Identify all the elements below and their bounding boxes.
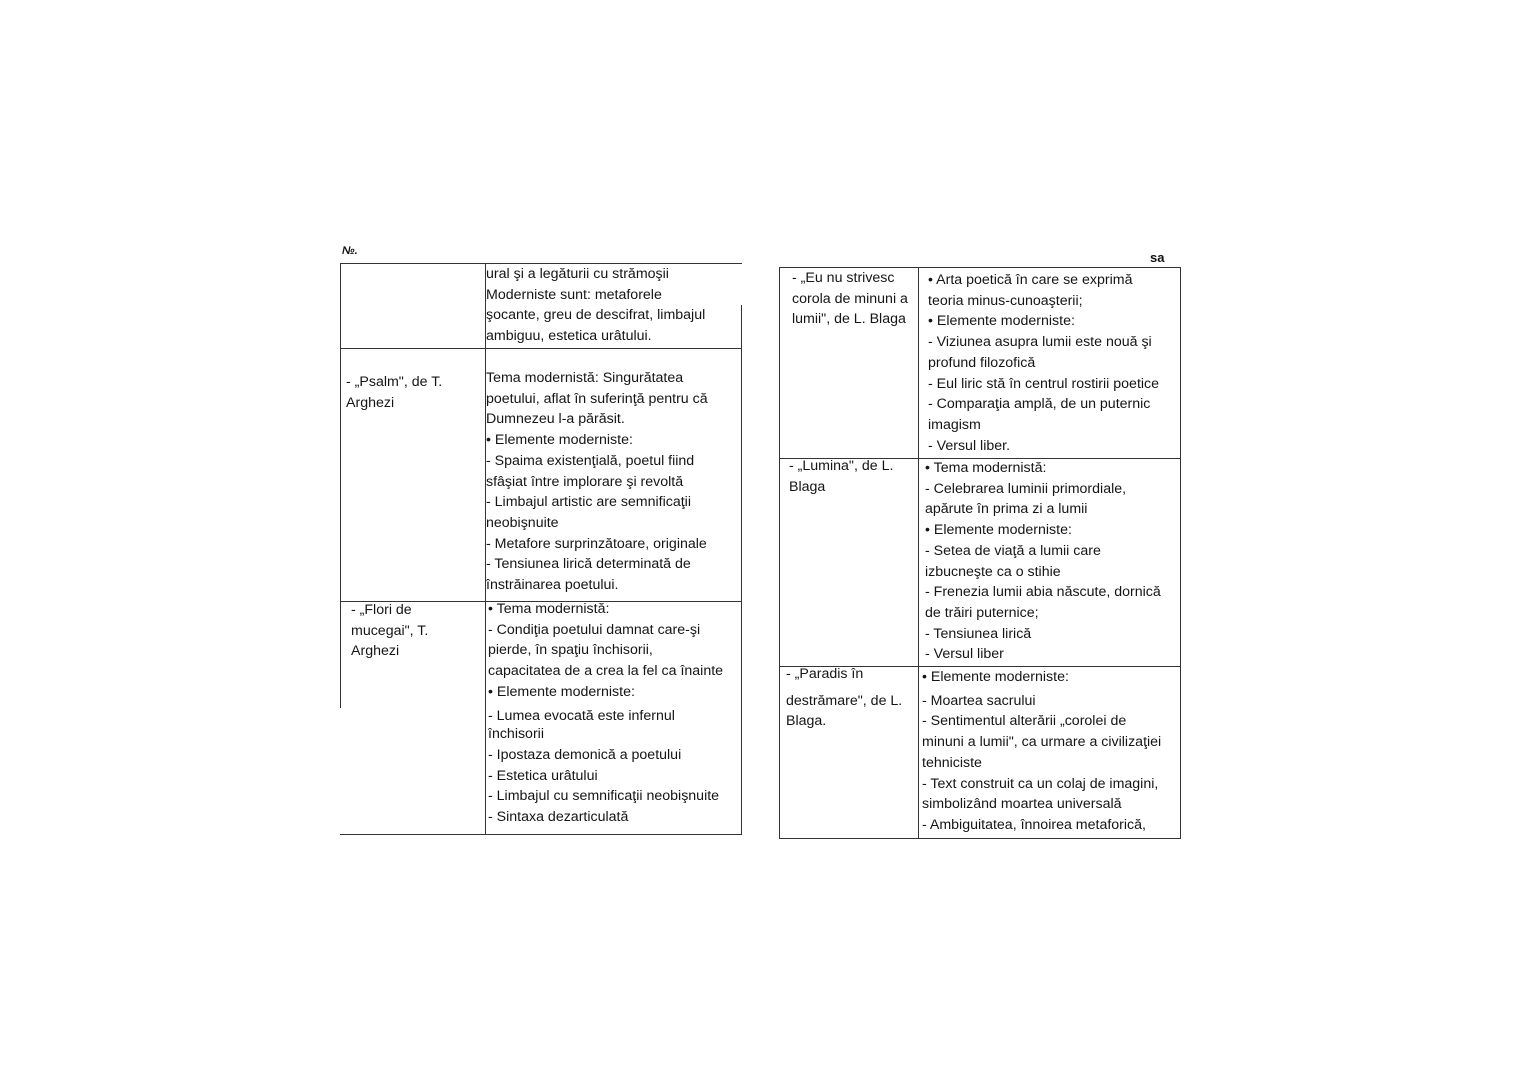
right-row2-title: - „Lumina", de L. Blaga <box>789 458 894 495</box>
right-row2-content: • Tema modernistă: - Celebrarea luminii primordiale, apărute în prima zi a lumii • Elemente moderniste: - Setea de viaţă a lumii care izbucneşte ca o stihie - Frenezia lumii abia născute, dornică de trăiri puternice; - Tensiunea lirică - Versul liber <box>925 460 1161 663</box>
page-number-mark: №. <box>342 245 358 257</box>
left-row3-title: - „Flori de mucegai", T. Arghezi <box>351 602 429 660</box>
left-row2-title: - „Psalm", de T. Arghezi <box>346 374 443 411</box>
right-row1-title: - „Eu nu strivesc corola de minuni a lumii", de L. Blaga <box>792 270 908 328</box>
right-row1-content: • Arta poetică în care se exprimă teoria minus-cunoaşterii; • Elemente moderniste: - Viziunea asupra lumii este nouă şi profund filozofică - Eul liric stă în centrul rostirii poetice - Comparaţia amplă, de un puternic imagism - Versul liber. <box>928 272 1160 454</box>
left-row2-content: Tema modernistă: Singurătatea poetului, aflat în suferinţă pentru că Dumnezeu l-a părăsit. • Elemente moderniste: - Spaima existenţială, poetul fiind sfâşiat între implorare şi revoltă - Limbajul artistic are semnificaţii neobişnuite - Metafore surprinzătoare, originale - Tensiunea lirică determinată de înstrăinarea poetului. <box>486 370 708 594</box>
corner-mark: sa <box>1150 250 1165 265</box>
left-row3-content: • Tema modernistă: - Condiţia poetului damnat care-şi pierde, în spaţiu închisorii, capacitatea de a crea la fel ca înainte • Elemente moderniste: - Lumea evocată este infernul închisorii - Ipostaza demonică a poetului - Estetica urâtului - Limbajul cu semnificaţii neobişnuite - Sintaxa dezarticulată <box>488 601 724 826</box>
right-row3-title: - „Paradis în destrămare", de L. Blaga. <box>786 666 903 730</box>
left-row1-content: ural şi a legăturii cu strămoşii Moderniste sunt: metaforele şocante, greu de descifrat, limbajul ambiguu, estetica urâtului. <box>486 266 706 345</box>
right-row3-content: • Elemente moderniste: - Moartea sacrului - Sentimentul alterării „corolei de minuni a lumii", ca urmare a civilizaţiei tehniciste - Text construit ca un colaj de imagini, simbolizând moartea universală - Ambiguitatea, înnoirea metaforică, <box>922 669 1162 833</box>
